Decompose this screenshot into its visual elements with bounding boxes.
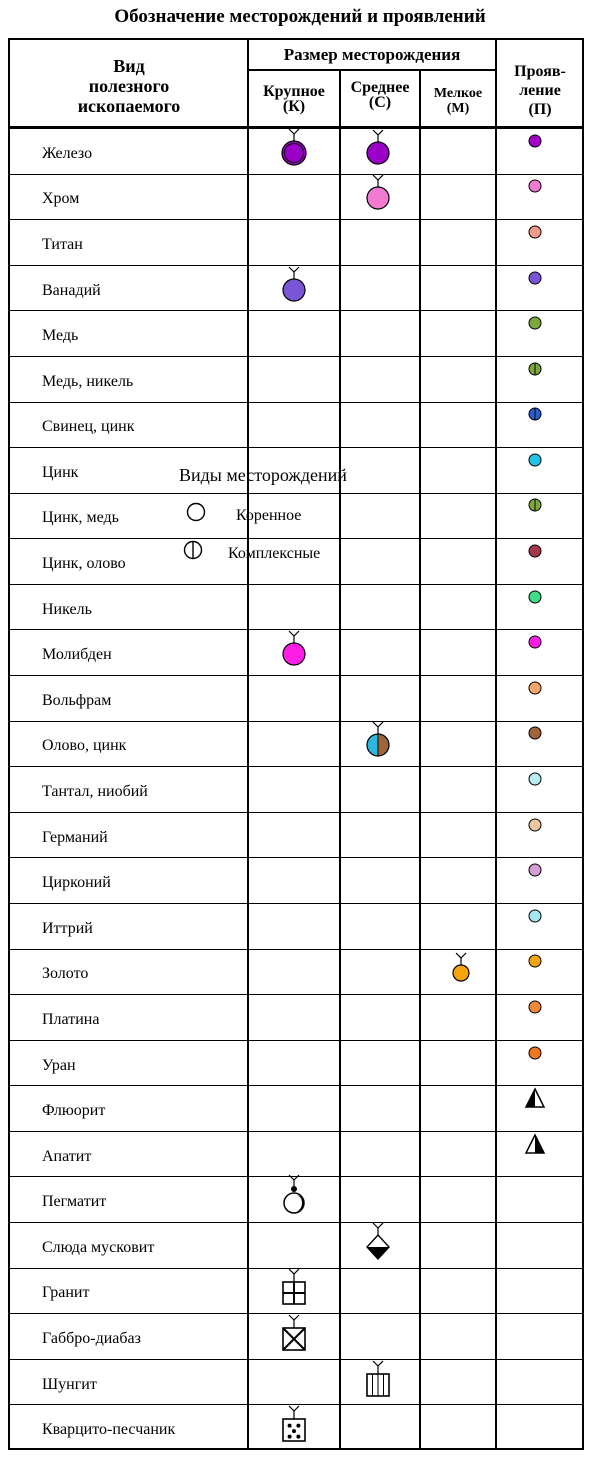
row-divider (8, 1131, 584, 1132)
occurrence-icon (527, 133, 543, 149)
row-divider (8, 857, 584, 858)
occurrence-icon (527, 497, 543, 513)
row-divider (8, 766, 584, 767)
row-divider (8, 1085, 584, 1086)
row-label: Уран (42, 1056, 76, 1074)
row-divider (8, 310, 584, 311)
row-divider (8, 219, 584, 220)
col-divider (419, 70, 421, 1450)
small-deposit-icon (444, 947, 478, 991)
row-divider (8, 1040, 584, 1041)
row-label: Свинец, цинк (42, 418, 135, 436)
occurrence-icon (527, 908, 543, 924)
occurrence-icon (527, 862, 543, 878)
row-label: Хром (42, 190, 80, 208)
occurrence-icon (527, 725, 543, 741)
medium-deposit-icon (361, 172, 395, 216)
medium-deposit-icon (361, 1358, 395, 1402)
row-divider (8, 812, 584, 813)
col-divider (495, 40, 497, 1450)
large-deposit-icon (277, 1266, 311, 1310)
complex-deposit-icon (183, 540, 203, 560)
col-divider (247, 40, 249, 1450)
occurrence-icon (523, 1132, 547, 1156)
medium-deposit-icon (361, 719, 395, 763)
occurrence-icon (527, 634, 543, 650)
row-label: Иттрий (42, 919, 93, 937)
page-title: Обозначение месторождений и проявлений (114, 6, 486, 27)
row-divider (8, 174, 584, 175)
occurrence-icon (527, 224, 543, 240)
row-divider (8, 994, 584, 995)
header-mineral: Вид полезного ископаемого (77, 56, 181, 116)
row-label: Германий (42, 828, 108, 846)
occurrence-icon (527, 452, 543, 468)
row-label: Цинк (42, 463, 79, 481)
row-label: Шунгит (42, 1375, 97, 1393)
occurrence-icon (527, 543, 543, 559)
header-medium: Среднее (С) (350, 79, 410, 111)
header-small: Мелкое (М) (433, 86, 483, 116)
header-deposit-size: Размер месторождения (283, 45, 461, 64)
header-occurrence: Прояв- ление (П) (514, 63, 566, 118)
large-deposit-icon (277, 264, 311, 308)
occurrence-icon (527, 270, 543, 286)
legend-primary-label: Коренное (236, 507, 302, 524)
medium-deposit-icon (361, 127, 395, 171)
row-label: Цирконий (42, 874, 111, 892)
row-label: Титан (42, 235, 83, 253)
row-label: Цинк, медь (42, 509, 119, 527)
row-label: Гранит (42, 1284, 90, 1302)
large-deposit-icon (277, 127, 311, 171)
occurrence-icon (527, 178, 543, 194)
primary-deposit-icon (186, 502, 206, 522)
row-divider (8, 721, 584, 722)
row-label: Пегматит (42, 1193, 107, 1211)
row-label: Ванадий (42, 281, 101, 299)
row-label: Молибден (42, 646, 112, 664)
row-label: Платина (42, 1010, 100, 1028)
occurrence-icon (523, 1086, 547, 1110)
row-label: Олово, цинк (42, 737, 127, 755)
col-divider (339, 70, 341, 1450)
row-divider (8, 675, 584, 676)
row-label: Железо (42, 144, 93, 162)
row-divider (8, 1359, 584, 1360)
row-label: Габбро-диабаз (42, 1330, 141, 1348)
large-deposit-icon (277, 628, 311, 672)
row-divider (8, 1222, 584, 1223)
occurrence-icon (527, 1045, 543, 1061)
row-label: Цинк, олово (42, 555, 126, 573)
row-divider (8, 447, 584, 448)
header-divider (248, 69, 496, 71)
row-label: Медь (42, 327, 79, 345)
occurrence-icon (527, 771, 543, 787)
medium-deposit-icon (361, 1221, 395, 1265)
row-divider (8, 903, 584, 904)
large-deposit-icon (277, 1403, 311, 1447)
row-label: Золото (42, 965, 89, 983)
occurrence-icon (527, 406, 543, 422)
occurrence-icon (527, 315, 543, 331)
row-divider (8, 402, 584, 403)
row-label: Кварцито-песчаник (42, 1421, 176, 1439)
occurrence-icon (527, 589, 543, 605)
header-large: Крупное (К) (263, 83, 325, 115)
row-divider (8, 493, 584, 494)
occurrence-icon (527, 361, 543, 377)
row-divider (8, 356, 584, 357)
occurrence-icon (527, 953, 543, 969)
row-label: Медь, никель (42, 372, 134, 390)
row-label: Никель (42, 600, 92, 618)
row-label: Слюда мусковит (42, 1238, 155, 1256)
row-divider (8, 949, 584, 950)
row-label: Тантал, ниобий (42, 783, 148, 800)
row-label: Апатит (42, 1147, 92, 1165)
occurrence-icon (527, 999, 543, 1015)
occurrence-icon (527, 817, 543, 833)
legend-title: Виды месторождений (179, 465, 347, 485)
row-label: Вольфрам (42, 691, 112, 709)
row-divider (8, 538, 584, 539)
large-deposit-icon (277, 1312, 311, 1356)
row-label: Флюорит (42, 1102, 106, 1120)
occurrence-icon (527, 680, 543, 696)
legend-complex-label: Комплексные (228, 545, 321, 562)
row-divider (8, 584, 584, 585)
large-deposit-icon (277, 1175, 311, 1219)
